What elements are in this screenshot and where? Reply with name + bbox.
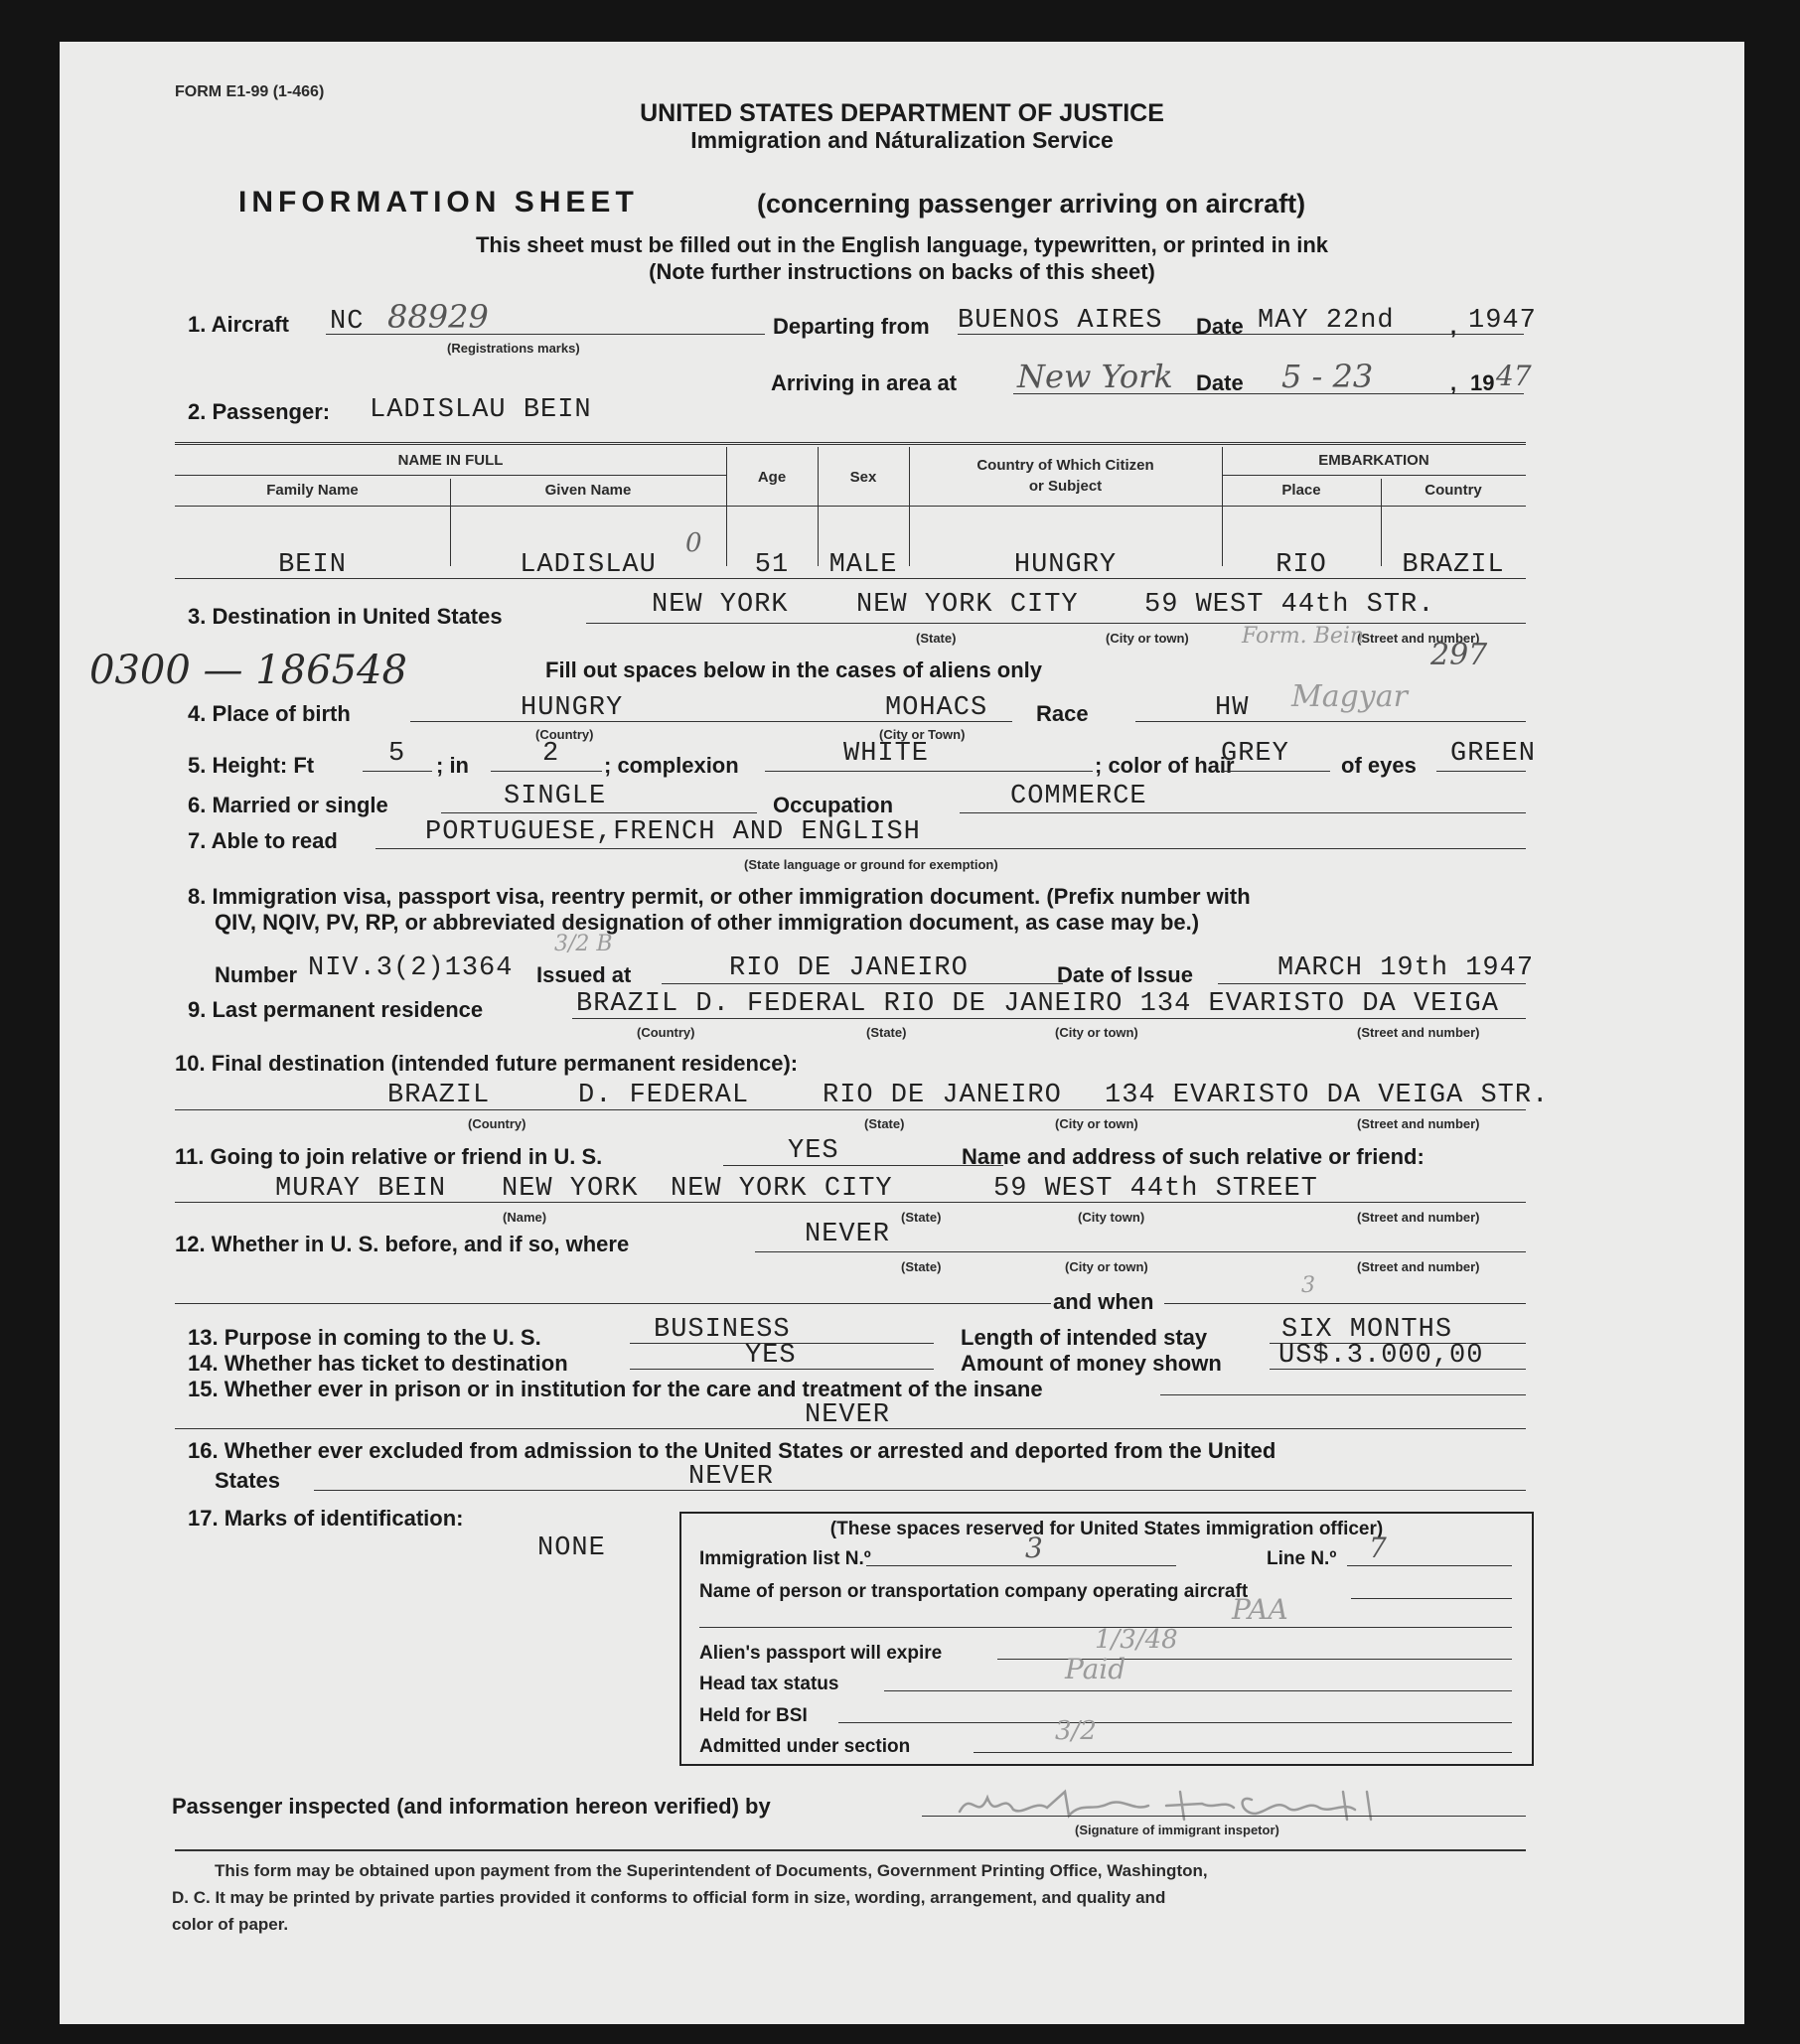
inspector-signature <box>954 1782 1391 1827</box>
registration-caption: (Registrations marks) <box>447 341 580 356</box>
sheet-subtitle: (concerning passenger arriving on aircraft) <box>757 189 1306 219</box>
sex-header: Sex <box>849 469 877 486</box>
excluded-value: NEVER <box>688 1462 775 1492</box>
instruction-line-2: (Note further instructions on backs of this sheet) <box>649 259 1155 284</box>
excluded-line-2: States <box>215 1468 281 1493</box>
file-number: 0300 — 186548 <box>89 648 407 693</box>
final-country: BRAZIL <box>387 1081 491 1110</box>
before-label: 12. Whether in U. S. before, and if so, where <box>175 1232 630 1256</box>
complexion-value: WHITE <box>843 739 930 769</box>
final-city: RIO DE JANEIRO <box>823 1081 1062 1110</box>
occupation-label: Occupation <box>773 793 894 817</box>
service-title: Immigration and Náturalization Service <box>690 127 1114 153</box>
birth-label: 4. Place of birth <box>188 701 351 726</box>
final-country-caption: (Country) <box>468 1116 526 1131</box>
join-name-caption: (Name) <box>503 1210 547 1225</box>
visa-line-1: 8. Immigration visa, passport visa, reentry permit, or other immigration document. (Prefix number with <box>188 884 1251 909</box>
footer-line-3: color of paper. <box>172 1915 289 1934</box>
arriving-year-prefix: 19 <box>1470 370 1495 395</box>
aliens-note: Fill out spaces below in the cases of aliens only <box>545 657 1043 682</box>
arriving-year-suffix: 47 <box>1496 360 1532 392</box>
destination-note-number: 297 <box>1430 638 1488 672</box>
purpose-label: 13. Purpose in coming to the U. S. <box>188 1325 541 1350</box>
last-residence-street-caption: (Street and number) <box>1357 1025 1480 1040</box>
join-name-label: Name and address of such relative or friend: <box>962 1144 1425 1169</box>
footer-line-1: This form may be obtained upon payment from the Superintendent of Documents, Government Printing Office, Washington, <box>215 1861 1208 1880</box>
read-value: PORTUGUESE,FRENCH AND ENGLISH <box>425 817 921 847</box>
visa-number-label: Number <box>215 962 298 987</box>
eyes-value: GREEN <box>1450 739 1537 769</box>
last-residence-state-caption: (State) <box>866 1025 907 1040</box>
form-sheet: FORM E1-99 (1-466) UNITED STATES DEPARTMENT OF JUSTICE Immigration and Náturalization Service INFORMATION SHEET (concerning passenger arriving on aircraft) This sheet must be filled out in the English language, typewritten, or printed in ink (Note further instructions on backs of this sheet) 1. Aircraft NC 88929 (Registrations marks) Departing from BUENOS AIRES Date MAY 22nd , 1947 Arriving in area at New York Date 5 - 23 , 19 47 2. Passenger: LADISLAU BEIN NAME IN FULL Family Name Given Name Age Sex Country of Which Citizen or Subject EMBARKATION Place Country BEIN LADISLAU 0 51 MALE HUNGRY RIO BRAZIL 3. Destination in United States NEW YORK NEW YORK CITY 59 WEST 44th STR. (State) (City or town) (Street and number) Form. Bein 297 0300 — 186548 Fill out spaces below in the cases of aliens only 4. Place of birth HUNGRY MOHACS (Country) (City or Town) Race HW Magyar 5. Height: Ft 5 ; in 2 ; complexion WHITE ; color of hair GREY of eyes GREEN 6. Married or single SINGLE Occupation COMMERCE 7. Able to read PORTUGUESE,FRENCH AND ENGLISH (State language or ground for exemption) 8. Immigration visa, passport visa, reentry permit, or other immigration document. (Prefix number with QIV, NQIV, PV, RP, or abbreviated designation of other immigration document, as case may be.) Number NIV.3(2)1364 3/2 B Issued at RIO DE JANEIRO Date of Issue MARCH 19th 1947 9. Last permanent residence BRAZIL D. FEDERAL RIO DE JANEIRO 134 EVARISTO DA VEIGA (Country) (State) (City or town) (Street and number) 10. Final destination (intended future permanent residence): BRAZIL D. FEDERAL RIO DE JANEIRO 134 EVARISTO DA VEIGA STR. (Country) (State) (City or town) (Street and number) 11. Going to join relative or friend in U. S. YES Name and address of such relative or friend: MURAY BEIN NEW YORK NEW YORK CITY 59 WEST 44th STREET (Name) (State) (City town) (Street and number) 12. Whether in U. S. before, and if so, where NEVER (State) (City or town) (Street and number) and when 3 13. Purpose in coming to the U. S. BUSINESS Length of intended stay SIX MONTHS 14. Whether has ticket to destination YES Amount of money shown US$.3.000,00 15. Whether ever in prison or in institution for the care and treatment of the insane NEVER 16. Whether ever excluded from admission to the United States or arrested and deported from the United States NEVER 17. Marks of identification: NONE (These spaces reserved for United States immigration officer) Immigration list N.º 3 Line N.º 7 Name of person or transportation company operating aircraft PAA Alien's passport will expire 1/3/48 Head tax status Paid Held for BSI Admitted under section 3/2 Passenger inspected (and information hereon verified) by (Signature of immigrant inspetor) This form may be obtained upon payment from the Superintendent of Documents, Government Printing Office, Washington, D. C. It may be printed by private parties provided it conforms to official form in size, wording, arrangement, and quality and color of paper. <box>60 42 1744 2024</box>
line-number-value: 7 <box>1369 1532 1387 1564</box>
marks-value: NONE <box>537 1533 606 1563</box>
issue-date-label: Date of Issue <box>1057 962 1193 987</box>
join-street-caption: (Street and number) <box>1357 1210 1480 1225</box>
row-citizen: HUNGRY <box>1013 550 1118 580</box>
arriving-label: Arriving in area at <box>771 370 958 395</box>
hair-label: ; color of hair <box>1095 753 1235 778</box>
final-street-caption: (Street and number) <box>1357 1116 1480 1131</box>
birth-country: HUNGRY <box>521 693 624 723</box>
destination-state-caption: (State) <box>916 631 957 646</box>
last-residence-country-caption: (Country) <box>637 1025 695 1040</box>
departing-value: BUENOS AIRES <box>958 306 1163 336</box>
join-city: NEW YORK CITY <box>671 1174 893 1204</box>
arriving-date: 5 - 23 <box>1281 358 1374 395</box>
join-name: MURAY BEIN <box>275 1174 447 1204</box>
arriving-value: New York <box>1017 358 1173 395</box>
aircraft-number: 88929 <box>387 298 489 336</box>
final-city-caption: (City or town) <box>1055 1116 1138 1131</box>
married-value: SINGLE <box>504 782 607 811</box>
destination-city: NEW YORK CITY <box>856 590 1079 620</box>
company-value: PAA <box>1232 1593 1288 1626</box>
passenger-value: LADISLAU BEIN <box>370 395 592 425</box>
visa-line-2: QIV, NQIV, PV, RP, or abbreviated designation of other immigration document, as case may be.) <box>215 910 1200 935</box>
visa-number: NIV.3(2)1364 <box>308 953 514 983</box>
read-caption: (State language or ground for exemption) <box>744 857 998 872</box>
race-label: Race <box>1036 701 1089 726</box>
row-country: BRAZIL <box>1402 550 1505 580</box>
height-label: 5. Height: Ft <box>188 753 315 778</box>
passport-expire-label: Alien's passport will expire <box>699 1643 943 1664</box>
married-label: 6. Married or single <box>188 793 388 817</box>
issue-date-value: MARCH 19th 1947 <box>1277 953 1535 983</box>
visa-handwritten-note: 3/2 B <box>554 932 613 956</box>
admitted-section-value: 3/2 <box>1055 1716 1097 1746</box>
admitted-section-label: Admitted under section <box>699 1736 911 1757</box>
given-name-header: Given Name <box>544 482 632 499</box>
citizen-header-2: or Subject <box>1028 478 1103 495</box>
held-bsi-label: Held for BSI <box>699 1705 808 1726</box>
birth-town-caption: (City or Town) <box>879 727 966 742</box>
birth-country-caption: (Country) <box>535 727 594 742</box>
join-street: 59 WEST 44th STREET <box>993 1174 1318 1204</box>
height-inches: 2 <box>542 739 560 769</box>
last-residence-label: 9. Last permanent residence <box>188 997 484 1022</box>
family-name-header: Family Name <box>266 482 359 499</box>
form-number: FORM E1-99 (1-466) <box>175 83 325 100</box>
sheet-title: INFORMATION SHEET <box>238 186 639 219</box>
join-city-caption: (City town) <box>1078 1210 1145 1225</box>
age-header: Age <box>757 469 787 486</box>
line-number-label: Line N.º <box>1267 1548 1337 1569</box>
destination-note: Form. Bein <box>1242 624 1365 649</box>
issued-label: Issued at <box>536 962 632 987</box>
arriving-date-label: Date <box>1196 370 1244 395</box>
final-destination-label: 10. Final destination (intended future permanent residence): <box>175 1051 799 1076</box>
destination-label: 3. Destination in United States <box>188 604 503 629</box>
passenger-label: 2. Passenger: <box>188 399 331 424</box>
head-tax-label: Head tax status <box>699 1674 839 1694</box>
immigration-list-value: 3 <box>1025 1532 1043 1564</box>
height-inches-label: ; in <box>436 753 469 778</box>
inspected-label: Passenger inspected (and information hereon verified) by <box>172 1794 771 1819</box>
destination-street-caption: (Street and number) <box>1357 631 1480 646</box>
company-label: Name of person or transportation company operating aircraft <box>699 1581 1249 1602</box>
ticket-label: 14. Whether has ticket to destination <box>188 1351 568 1376</box>
departing-label: Departing from <box>773 314 930 339</box>
final-state: D. FEDERAL <box>578 1081 750 1110</box>
money-label: Amount of money shown <box>961 1351 1222 1376</box>
birth-town: MOHACS <box>885 693 988 723</box>
place-header: Place <box>1281 482 1321 499</box>
final-street: 134 EVARISTO DA VEIGA STR. <box>1105 1081 1550 1110</box>
row-place: RIO <box>1275 550 1327 580</box>
ticket-value: YES <box>745 1341 797 1371</box>
join-state: NEW YORK <box>502 1174 639 1204</box>
embarkation-header: EMBARKATION <box>1318 452 1429 469</box>
purpose-value: BUSINESS <box>654 1315 791 1345</box>
before-street-caption: (Street and number) <box>1357 1259 1480 1274</box>
read-label: 7. Able to read <box>188 828 338 853</box>
before-city-caption: (City or town) <box>1065 1259 1148 1274</box>
departing-date-label: Date <box>1196 314 1244 339</box>
height-feet: 5 <box>388 739 406 769</box>
signature-caption: (Signature of immigrant inspetor) <box>1075 1823 1279 1837</box>
row-given-name: LADISLAU <box>520 550 657 580</box>
hair-value: GREY <box>1221 739 1289 769</box>
row-mark: 0 <box>685 528 702 558</box>
before-value: NEVER <box>805 1220 891 1249</box>
immigration-list-label: Immigration list N.º <box>699 1548 871 1569</box>
excluded-line-1: 16. Whether ever excluded from admission to the United States or arrested and deported from the United <box>188 1438 1276 1463</box>
row-family-name: BEIN <box>278 550 347 580</box>
when-label: and when <box>1053 1289 1154 1314</box>
marks-label: 17. Marks of identification: <box>188 1506 464 1531</box>
aircraft-label: 1. Aircraft <box>188 312 289 337</box>
departing-date: MAY 22nd <box>1258 306 1395 336</box>
aircraft-prefix: NC <box>330 307 365 337</box>
country-header: Country <box>1425 482 1482 499</box>
money-value: US$.3.000,00 <box>1278 1341 1484 1371</box>
race-value: HW <box>1215 693 1250 723</box>
before-state-caption: (State) <box>901 1259 942 1274</box>
join-label: 11. Going to join relative or friend in U. S. <box>175 1144 603 1169</box>
prison-label: 15. Whether ever in prison or in institution for the care and treatment of the insane <box>188 1377 1043 1401</box>
last-residence-city-caption: (City or town) <box>1055 1025 1138 1040</box>
destination-street: 59 WEST 44th STR. <box>1144 590 1435 620</box>
complexion-label: ; complexion <box>604 753 739 778</box>
footer-line-2: D. C. It may be printed by private parties provided it conforms to official form in size, wording, arrangement, and quality and <box>172 1888 1166 1907</box>
departing-year: 1947 <box>1468 306 1537 336</box>
prison-value: NEVER <box>805 1400 891 1430</box>
final-state-caption: (State) <box>864 1116 905 1131</box>
destination-city-caption: (City or town) <box>1106 631 1189 646</box>
race-handwritten: Magyar <box>1291 679 1408 714</box>
last-residence-value: BRAZIL D. FEDERAL RIO DE JANEIRO 134 EVARISTO DA VEIGA <box>576 989 1499 1019</box>
issued-value: RIO DE JANEIRO <box>729 953 969 983</box>
join-state-caption: (State) <box>901 1210 942 1225</box>
stay-label: Length of intended stay <box>961 1325 1208 1350</box>
officer-box-heading: (These spaces reserved for United States immigration officer) <box>829 1519 1384 1539</box>
row-age: 51 <box>754 550 790 580</box>
eyes-label: of eyes <box>1341 753 1417 778</box>
occupation-value: COMMERCE <box>1010 782 1147 811</box>
stay-value: SIX MONTHS <box>1281 1315 1453 1345</box>
destination-state: NEW YORK <box>652 590 789 620</box>
instruction-line-1: This sheet must be filled out in the English language, typewritten, or printed in ink <box>475 232 1329 257</box>
name-in-full-header: NAME IN FULL <box>397 452 504 469</box>
row-sex: MALE <box>828 550 898 580</box>
when-value: 3 <box>1301 1273 1315 1298</box>
join-value: YES <box>788 1136 839 1166</box>
citizen-header-1: Country of Which Citizen <box>976 457 1154 474</box>
department-title: UNITED STATES DEPARTMENT OF JUSTICE <box>640 99 1164 127</box>
head-tax-value: Paid <box>1065 1653 1126 1685</box>
passport-expire-value: 1/3/48 <box>1095 1625 1178 1655</box>
